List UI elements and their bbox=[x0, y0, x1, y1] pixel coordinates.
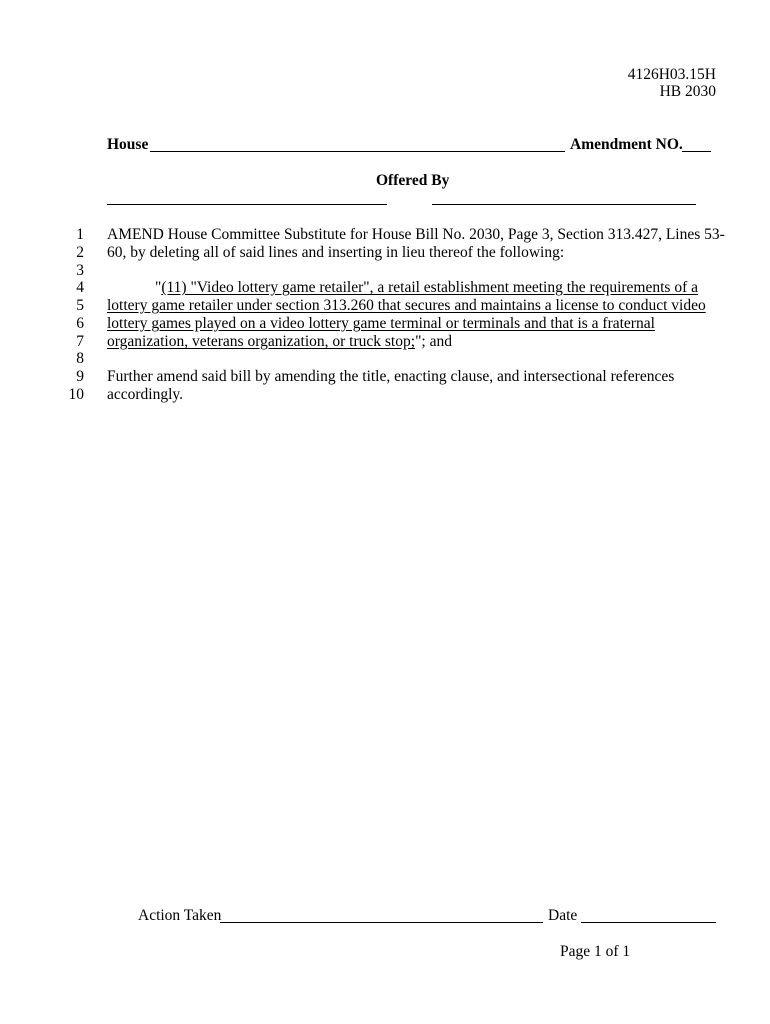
body-line-1: AMEND House Committee Substitute for House Bill No. 2030, Page 3, Section 313.427, Lines 53- bbox=[107, 226, 725, 243]
closing-text: "; and bbox=[415, 333, 452, 350]
date-label: Date bbox=[548, 907, 578, 924]
document-code: 4126H03.15H bbox=[627, 66, 716, 83]
inserted-text: lottery game retailer under section 313.260 that secures and maintains a license to conduct video bbox=[107, 297, 706, 314]
page-number: Page 1 of 1 bbox=[560, 943, 631, 960]
opening-quote: " bbox=[155, 279, 162, 296]
inserted-text: (11) "Video lottery game retailer", a retail establishment meeting the requirements of a bbox=[161, 279, 698, 296]
house-blank-line bbox=[150, 151, 565, 152]
action-taken-label: Action Taken bbox=[138, 907, 222, 924]
body-line-2: 60, by deleting all of said lines and inserting in lieu thereof the following: bbox=[107, 244, 565, 261]
offered-by-line-right bbox=[432, 204, 696, 205]
body-line-9: Further amend said bill by amending the title, enacting clause, and intersectional references bbox=[107, 368, 675, 385]
inserted-text: organization, veterans organization, or truck stop; bbox=[107, 333, 416, 350]
offered-by-label: Offered By bbox=[376, 172, 450, 189]
line-number: 4 bbox=[76, 279, 84, 296]
action-taken-line bbox=[220, 922, 543, 923]
line-number: 2 bbox=[76, 244, 84, 261]
amendment-number-label: Amendment NO. bbox=[570, 136, 683, 153]
date-line bbox=[581, 922, 716, 923]
body-line-4 bbox=[155, 279, 698, 297]
line-number: 5 bbox=[76, 297, 84, 314]
line-number: 8 bbox=[76, 350, 84, 367]
bill-number: HB 2030 bbox=[659, 83, 716, 100]
body-line-10: accordingly. bbox=[107, 386, 184, 403]
body-line-7 bbox=[107, 333, 452, 351]
offered-by-line-left bbox=[107, 204, 387, 205]
line-number: 9 bbox=[76, 368, 84, 385]
line-number: 1 bbox=[76, 226, 84, 243]
line-number: 7 bbox=[76, 333, 84, 350]
line-number: 10 bbox=[68, 386, 84, 403]
amendment-number-blank bbox=[682, 151, 711, 152]
line-number: 3 bbox=[76, 262, 84, 279]
inserted-text: lottery games played on a video lottery game terminal or terminals and that is a fraternal bbox=[107, 315, 655, 332]
line-number: 6 bbox=[76, 315, 84, 332]
house-label: House bbox=[107, 136, 149, 153]
